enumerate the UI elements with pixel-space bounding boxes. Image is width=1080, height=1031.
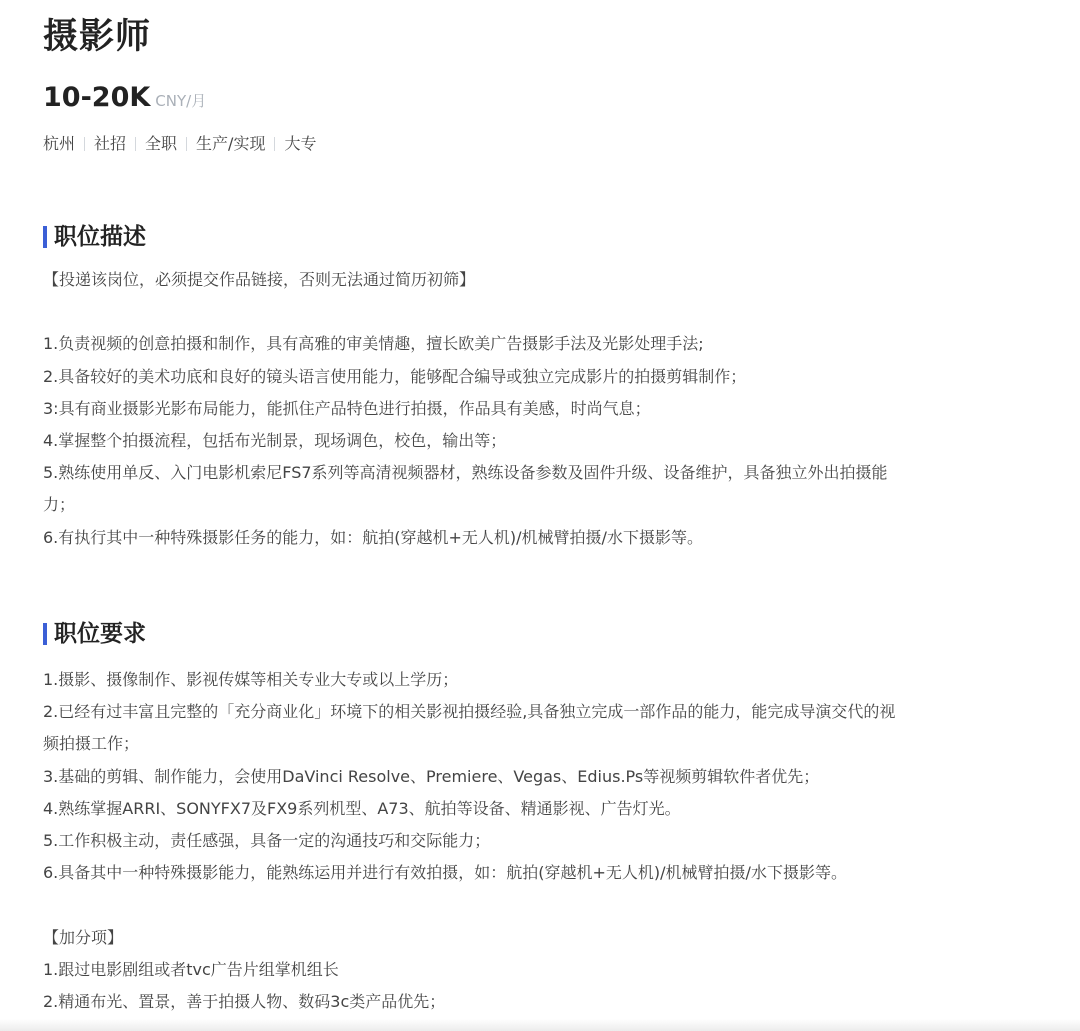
job-tags	[43, 130, 316, 158]
bonus-item: 1.跟过电影剧组或者tvc广告片组掌机组长	[43, 959, 339, 979]
requirement-item: 5.工作积极主动，责任感强，具备一定的沟通技巧和交际能力；	[43, 830, 491, 850]
tag-separator	[135, 137, 136, 151]
requirement-item: 2.已经有过丰富且完整的「充分商业化」环境下的相关影视拍摄经验,具备独立完成一部作品的能力，能完成导演交代的视	[43, 702, 896, 722]
description-item: 1.负责视频的创意拍摄和制作，具有高雅的审美情趣，擅长欧美广告摄影手法及光影处理手法;	[43, 334, 704, 354]
blank-line	[43, 889, 963, 921]
tag-recruit-type: 社招	[94, 134, 127, 153]
bottom-fade	[0, 1019, 1080, 1031]
description-body	[43, 264, 963, 554]
requirements-body	[43, 664, 963, 1018]
description-item: 力；	[43, 495, 76, 515]
requirement-item: 3.基础的剪辑、制作能力，会使用DaVinci Resolve、Premiere、Vegas、Edius.Ps等视频剪辑软件者优先；	[43, 766, 820, 786]
description-header	[43, 222, 146, 252]
description-notice: 【投递该岗位，必须提交作品链接，否则无法通过简历初筛】	[43, 270, 476, 289]
description-item: 5.熟练使用单反、入门电影机索尼FS7系列等高清视频器材，熟练设备参数及固件升级、设备维护，具备独立外出拍摄能	[43, 463, 888, 483]
requirement-item: 1.摄影、摄像制作、影视传媒等相关专业大专或以上学历；	[43, 670, 459, 689]
section-accent-bar	[43, 226, 47, 248]
tag-separator	[84, 137, 85, 151]
description-item: 4.掌握整个拍摄流程，包括布光制景，现场调色，校色，输出等；	[43, 430, 507, 450]
requirement-item: 频拍摄工作；	[43, 734, 140, 754]
requirements-title: 职位要求	[54, 621, 146, 647]
requirement-item: 4.熟练掌握ARRI、SONYFX7及FX9系列机型、A73、航拍等设备、精通影视、广告灯光。	[43, 798, 681, 818]
description-item: 3:具有商业摄影光影布局能力，能抓住产品特色进行拍摄，作品具有美感，时尚气息；	[43, 398, 651, 418]
bonus-item: 2.精通布光、置景，善于拍摄人物、数码3c类产品优先；	[43, 991, 446, 1011]
salary: 10-20K	[43, 82, 151, 113]
tag-separator	[274, 137, 275, 151]
tag-employment-type: 全职	[145, 134, 178, 153]
job-title: 摄影师	[43, 17, 152, 57]
salary-unit: CNY/月	[155, 92, 207, 110]
description-item: 2.具备较好的美术功底和良好的镜头语言使用能力，能够配合编导或独立完成影片的拍摄剪辑制作；	[43, 366, 747, 386]
description-item: 6.有执行其中一种特殊摄影任务的能力，如：航拍(穿越机+无人机)/机械臂拍摄/水下摄影等。	[43, 527, 703, 547]
bonus-title: 【加分项】	[43, 927, 124, 947]
blank-line	[43, 296, 963, 328]
tag-separator	[186, 137, 187, 151]
requirement-item: 6.具备其中一种特殊摄影能力，能熟练运用并进行有效拍摄，如：航拍(穿越机+无人机)/机械臂拍摄/水下摄影等。	[43, 863, 847, 883]
description-title: 职位描述	[54, 224, 146, 250]
requirements-header	[43, 619, 146, 649]
tag-education: 大专	[284, 134, 317, 153]
tag-location: 杭州	[43, 134, 76, 153]
section-accent-bar	[43, 623, 47, 645]
tag-category: 生产/实现	[196, 134, 266, 153]
salary-row	[43, 82, 206, 122]
